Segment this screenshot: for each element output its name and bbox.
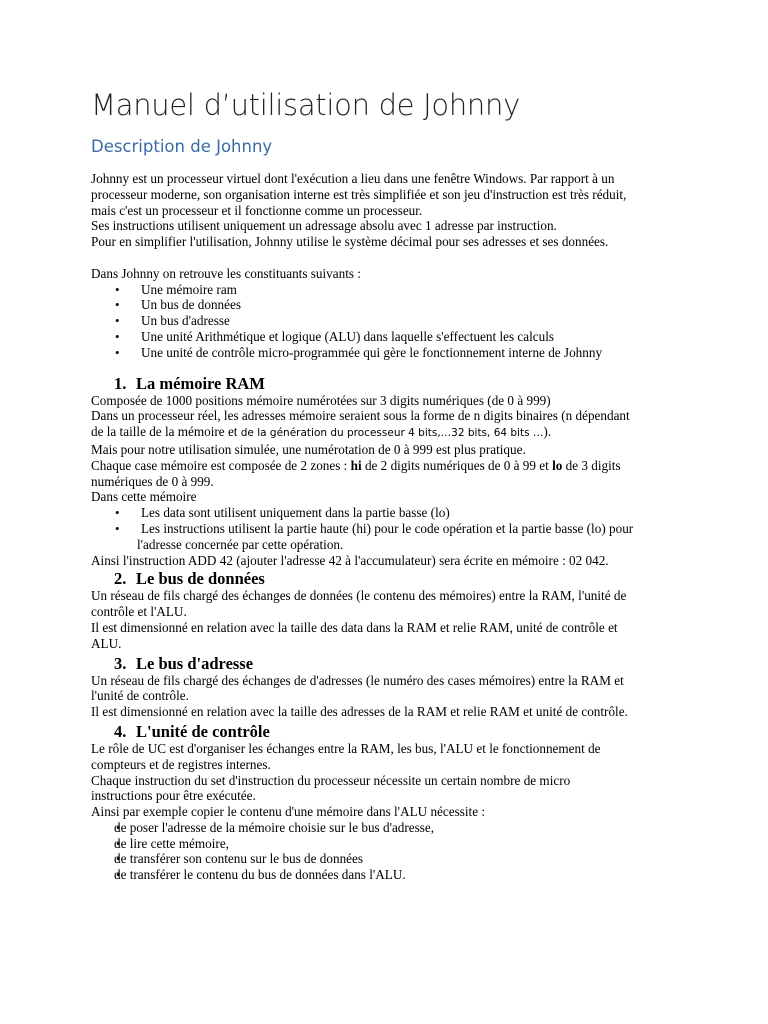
ram-line: numériques de 0 à 999. [91,473,214,489]
ram-line [91,458,708,474]
ram-line: Mais pour notre utilisation simulée, une numérotation de 0 à 999 est plus pratique. [91,441,526,457]
document-title: Manuel d’utilisation de Johnny [91,88,520,122]
intro-line: Pour en simplifier l'utilisation, Johnny utilise le système décimal pour ses adresses et ses données. [91,234,609,250]
text-span: l'adresse concernée par cette opération. [137,536,344,552]
constituents-list [91,282,708,361]
list-item: • de transférer son contenu sur le bus de données [91,851,708,867]
addrbus-line: Il est dimensionné en relation avec la taille des adresses de la RAM et relie RAM et unité de contrôle. [91,704,628,720]
ram-line: Composée de 1000 positions mémoire numérotées sur 3 digits numériques (de 0 à 999) [91,392,551,408]
section-number: 3. [114,653,127,673]
list-item: • Une unité de contrôle micro-programmée qui gère le fonctionnement interne de Johnny [91,345,708,361]
constituents-intro: Dans Johnny on retrouve les constituants suivants : [91,265,361,281]
intro-line: mais c'est un processeur et il fonctionne comme un processeur. [91,202,423,218]
section-number: 4. [114,721,127,741]
section-heading-databus [91,570,708,588]
paragraph-gap [91,250,708,266]
ram-line: Dans un processeur réel, les adresses mémoire seraient sous la forme de n digits binaires (n dépendant [91,408,630,424]
section-title: La mémoire RAM [136,373,265,393]
list-item: • de transférer le contenu du bus de données dans l'ALU. [91,867,708,883]
list-item: • Un bus d'adresse [91,313,708,329]
ram-line: Ainsi l'instruction ADD 42 (ajouter l'adresse 42 à l'accumulateur) sera écrite en mémoire : 02 042. [91,552,609,568]
control-line: compteurs et de registres internes. [91,756,271,772]
bold-term: lo [552,457,563,473]
control-line: Ainsi par exemple copier le contenu d'une mémoire dans l'ALU nécessite : [91,804,486,820]
ram-line [91,424,708,442]
control-line: instructions pour être exécutée. [91,788,256,804]
list-item: • de lire cette mémoire, [91,836,708,852]
addrbus-line: l'unité de contrôle. [91,688,189,704]
section-heading-description: Description de Johnny [91,137,273,156]
intro-line: processeur moderne, son organisation interne est très simplifiée et son jeu d'instruction est très réduit, [91,186,627,202]
list-item: • Les data sont utilisent uniquement dans la partie basse (lo) [91,505,708,521]
ram-list [91,505,708,552]
section-heading-ram [91,375,708,393]
list-item [91,521,708,553]
databus-line: contrôle et l'ALU. [91,604,187,620]
section-title: Le bus d'adresse [136,653,254,673]
list-item: • de poser l'adresse de la mémoire choisie sur le bus d'adresse, [91,820,708,836]
section-heading-addrbus [91,655,708,673]
section-title: Le bus de données [136,569,265,589]
intro-line: Johnny est un processeur virtuel dont l'exécution a lieu dans une fenêtre Windows. Par rapport à un [91,171,615,186]
section-number: 1. [114,373,127,393]
databus-line: Il est dimensionné en relation avec la taille des data dans la RAM et relie RAM, unité de contrôle et [91,619,618,635]
list-item: • Un bus de données [91,297,708,313]
section-heading-control [91,723,708,741]
databus-line: Un réseau de fils chargé des échanges de données (le contenu des mémoires) entre la RAM, l'unité de [91,588,627,604]
list-item: • Une mémoire ram [91,282,708,298]
document-body [91,171,708,883]
databus-line: ALU. [91,635,122,651]
text-span: ). [543,424,552,440]
text-span: de 2 digits numériques de 0 à 99 et [361,457,553,473]
section-title: L'unité de contrôle [136,721,270,741]
control-line: Le rôle de UC est d'organiser les échanges entre la RAM, les bus, l'ALU et le fonctionnement de [91,740,601,756]
intro-line: Ses instructions utilisent uniquement un adressage absolu avec 1 adresse par instruction. [91,218,557,234]
text-span: Les instructions utilisent la partie haute (hi) pour le code opération et la partie basse (lo) pour [141,520,634,536]
control-steps-list [91,820,708,883]
bold-term: hi [350,457,362,473]
section-number: 2. [114,569,127,589]
text-span: de 3 digits [562,457,621,473]
text-span: de la taille de la mémoire et [91,424,241,440]
ram-line: Dans cette mémoire [91,489,197,505]
text-span: de la génération du processeur 4 bits,…32 bits, 64 bits … [240,427,544,440]
addrbus-line: Un réseau de fils chargé des échanges de d'adresses (le numéro des cases mémoires) entre la RAM et [91,672,624,688]
control-line: Chaque instruction du set d'instruction du processeur nécessite un certain nombre de micro [91,772,571,788]
text-span: Chaque case mémoire est composée de 2 zones : [91,457,351,473]
list-item: • Une unité Arithmétique et logique (ALU) dans laquelle s'effectuent les calculs [91,329,708,345]
